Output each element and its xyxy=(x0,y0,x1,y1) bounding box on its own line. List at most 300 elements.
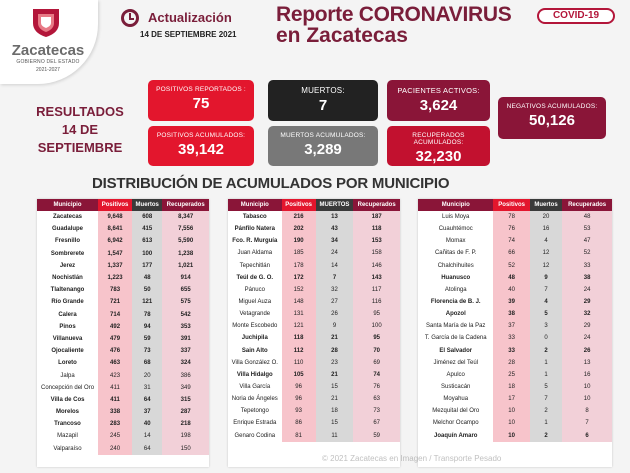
cell-positivos: 463 xyxy=(98,357,132,369)
cell-muertos: 59 xyxy=(132,333,162,345)
cell-recuperados: 198 xyxy=(162,430,209,442)
cell-muertos: 4 xyxy=(530,235,562,247)
stat-label: RECUPERADOS ACUMULADOS: xyxy=(412,132,465,146)
zacatecas-crest-icon xyxy=(29,5,63,39)
table-row xyxy=(418,223,612,235)
table-row xyxy=(37,248,209,260)
cell-recuperados: 70 xyxy=(353,345,400,357)
cell-positivos: 52 xyxy=(493,260,529,272)
table-row xyxy=(37,284,209,296)
stat-label: POSITIVOS REPORTADOS : xyxy=(156,86,246,93)
cell-recuperados: 8,347 xyxy=(162,211,209,223)
cell-positivos: 190 xyxy=(282,235,316,247)
cell-municipio: Sain Alto xyxy=(241,347,268,354)
table-row xyxy=(37,345,209,357)
results-line-1: RESULTADOS xyxy=(36,104,124,119)
cell-muertos: 16 xyxy=(530,223,562,235)
stat-value: 39,142 xyxy=(178,141,224,158)
cell-municipio: Apulco xyxy=(446,371,465,378)
table-row xyxy=(37,260,209,272)
table-row xyxy=(418,381,612,393)
cell-positivos: 714 xyxy=(98,309,132,321)
cell-municipio: Santa María de la Paz xyxy=(426,323,486,330)
cell-positivos: 185 xyxy=(282,247,316,259)
cell-positivos: 423 xyxy=(98,369,132,381)
cell-positivos: 476 xyxy=(98,345,132,357)
table-row xyxy=(228,272,400,284)
cell-positivos: 9,648 xyxy=(98,211,132,223)
cell-municipio: Sombrerete xyxy=(50,250,85,257)
report-subtitle: en Zacatecas xyxy=(276,24,408,47)
cell-recuperados: 158 xyxy=(353,247,400,259)
cell-municipio: Villa Hidalgo xyxy=(236,371,273,378)
cell-muertos: 5 xyxy=(530,381,562,393)
table-row xyxy=(37,443,209,455)
table-row xyxy=(228,296,400,308)
cell-positivos: 48 xyxy=(493,272,529,284)
cell-positivos: 112 xyxy=(282,345,316,357)
cell-recuperados: 38 xyxy=(562,272,612,284)
cell-municipio: Joaquín Amaro xyxy=(434,432,478,439)
cell-positivos: 33 xyxy=(493,332,529,344)
cell-positivos: 8,641 xyxy=(98,223,132,235)
cell-recuperados: 655 xyxy=(162,284,209,296)
watermark: © 2021 Zacatecas en Imagen / Transporte Pesado xyxy=(322,454,502,463)
cell-positivos: 38 xyxy=(493,308,529,320)
cell-municipio: Luis Moya xyxy=(442,214,470,221)
cell-municipio: Río Grande xyxy=(51,299,84,306)
cell-positivos: 105 xyxy=(282,369,316,381)
col-header-recuperados: Recuperados xyxy=(562,199,612,211)
table-row xyxy=(418,260,612,272)
cell-recuperados: 324 xyxy=(162,357,209,369)
table-row xyxy=(418,320,612,332)
stat-recuperados-acumulados xyxy=(387,126,490,166)
cell-municipio: Juan Aldama xyxy=(237,250,273,257)
cell-muertos: 20 xyxy=(530,211,562,223)
cell-municipio: Moyahua xyxy=(443,396,469,403)
table-row xyxy=(37,418,209,430)
cell-positivos: 40 xyxy=(493,284,529,296)
cell-municipio: Calera xyxy=(58,311,77,318)
table-row xyxy=(228,430,400,442)
cell-municipio: El Salvador xyxy=(439,347,473,354)
table-row xyxy=(228,405,400,417)
cell-positivos: 110 xyxy=(282,357,316,369)
cell-muertos: 13 xyxy=(316,211,354,223)
municipality-table-3 xyxy=(418,199,612,467)
cell-muertos: 43 xyxy=(316,223,354,235)
table-row xyxy=(37,321,209,333)
cell-muertos: 7 xyxy=(316,272,354,284)
table-row xyxy=(228,320,400,332)
cell-recuperados: 73 xyxy=(353,405,400,417)
stat-value: 50,126 xyxy=(529,112,575,129)
cell-municipio: Concepción del Oro xyxy=(41,384,95,391)
cell-positivos: 10 xyxy=(493,417,529,429)
col-header-municipio: Municipio xyxy=(228,199,282,211)
cell-positivos: 10 xyxy=(493,430,529,442)
cell-municipio: Florencia de B. J. xyxy=(430,299,481,306)
table-row xyxy=(37,309,209,321)
cell-recuperados: 95 xyxy=(353,332,400,344)
cell-recuperados: 575 xyxy=(162,296,209,308)
cell-municipio: Jalpa xyxy=(60,372,75,379)
cell-positivos: 1,223 xyxy=(98,272,132,284)
cell-municipio: Pánfilo Natera xyxy=(234,226,275,233)
cell-municipio: Villa García xyxy=(239,384,271,391)
table-row xyxy=(418,296,612,308)
cell-municipio: Cuauhtémoc xyxy=(438,226,473,233)
cell-municipio: Cañitas de F. P. xyxy=(434,250,477,257)
cell-recuperados: 1,021 xyxy=(162,260,209,272)
cell-positivos: 338 xyxy=(98,406,132,418)
cell-muertos: 613 xyxy=(132,235,162,247)
update-label: Actualización xyxy=(148,10,232,25)
col-header-municipio: Municipio xyxy=(37,199,98,211)
clock-icon xyxy=(121,9,139,27)
table-row xyxy=(418,417,612,429)
logo-name: Zacatecas xyxy=(11,42,85,59)
cell-recuperados: 69 xyxy=(353,357,400,369)
table-header-row xyxy=(37,199,209,211)
table xyxy=(37,199,209,455)
results-line-2: 14 DE xyxy=(61,122,99,137)
table-row xyxy=(228,417,400,429)
cell-muertos: 21 xyxy=(316,393,354,405)
cell-recuperados: 7,556 xyxy=(162,223,209,235)
cell-positivos: 78 xyxy=(493,211,529,223)
cell-municipio: T. García de la Cadena xyxy=(424,335,487,342)
table-row xyxy=(228,211,400,223)
cell-municipio: Trancoso xyxy=(54,421,81,428)
cell-muertos: 26 xyxy=(316,308,354,320)
cell-municipio: Atolinga xyxy=(444,286,467,293)
results-label xyxy=(30,103,130,157)
cell-municipio: Villa González O. xyxy=(231,359,278,366)
stat-negativos-acumulados xyxy=(498,97,606,139)
cell-muertos: 2 xyxy=(530,405,562,417)
cell-muertos: 15 xyxy=(316,417,354,429)
cell-muertos: 23 xyxy=(316,357,354,369)
cell-positivos: 131 xyxy=(282,308,316,320)
table-row xyxy=(228,357,400,369)
cell-recuperados: 187 xyxy=(353,211,400,223)
table-row xyxy=(37,430,209,442)
cell-recuperados: 116 xyxy=(353,296,400,308)
cell-municipio: Momax xyxy=(445,238,466,245)
table-row xyxy=(418,369,612,381)
table-row xyxy=(228,284,400,296)
section-title: DISTRIBUCIÓN DE ACUMULADOS POR MUNICIPIO xyxy=(92,175,450,192)
cell-muertos: 415 xyxy=(132,223,162,235)
table-row xyxy=(228,332,400,344)
cell-recuperados: 59 xyxy=(353,430,400,442)
table-row xyxy=(228,345,400,357)
cell-muertos: 1 xyxy=(530,369,562,381)
cell-recuperados: 5,590 xyxy=(162,235,209,247)
col-header-muertos: MUERTOS xyxy=(316,199,354,211)
cell-muertos: 5 xyxy=(530,308,562,320)
cell-positivos: 216 xyxy=(282,211,316,223)
cell-muertos: 177 xyxy=(132,260,162,272)
cell-positivos: 17 xyxy=(493,393,529,405)
cell-recuperados: 143 xyxy=(353,272,400,284)
stat-value: 3,624 xyxy=(419,97,458,114)
cell-recuperados: 117 xyxy=(353,284,400,296)
cell-municipio: Melchor Ocampo xyxy=(432,420,479,427)
cell-muertos: 94 xyxy=(132,321,162,333)
cell-positivos: 479 xyxy=(98,333,132,345)
cell-positivos: 245 xyxy=(98,430,132,442)
stat-label: MUERTOS ACUMULADOS: xyxy=(280,132,366,139)
cell-positivos: 10 xyxy=(493,405,529,417)
table-row xyxy=(228,235,400,247)
cell-recuperados: 6 xyxy=(562,430,612,442)
cell-recuperados: 63 xyxy=(353,393,400,405)
cell-municipio: Monte Escobedo xyxy=(232,323,278,330)
cell-positivos: 81 xyxy=(282,430,316,442)
cell-positivos: 39 xyxy=(493,296,529,308)
cell-recuperados: 146 xyxy=(353,260,400,272)
cell-municipio: Valparaíso xyxy=(53,445,82,452)
cell-municipio: Jiménez del Teúl xyxy=(433,359,479,366)
table-row xyxy=(37,333,209,345)
cell-positivos: 6,942 xyxy=(98,235,132,247)
cell-recuperados: 287 xyxy=(162,406,209,418)
col-header-recuperados: Recuperados xyxy=(353,199,400,211)
table-row xyxy=(37,272,209,284)
cell-muertos: 12 xyxy=(530,247,562,259)
cell-recuperados: 24 xyxy=(562,284,612,296)
cell-positivos: 240 xyxy=(98,443,132,455)
cell-muertos: 28 xyxy=(316,345,354,357)
stat-muertos xyxy=(268,80,378,121)
cell-muertos: 18 xyxy=(316,405,354,417)
cell-recuperados: 33 xyxy=(562,260,612,272)
cell-positivos: 283 xyxy=(98,418,132,430)
cell-muertos: 608 xyxy=(132,211,162,223)
cell-municipio: Noria de Ángeles xyxy=(231,396,278,403)
cell-positivos: 76 xyxy=(493,223,529,235)
cell-muertos: 0 xyxy=(530,332,562,344)
covid-badge: COVID-19 xyxy=(537,8,615,24)
cell-municipio: Tepetongo xyxy=(240,408,269,415)
cell-recuperados: 8 xyxy=(562,405,612,417)
table-header-row xyxy=(418,199,612,211)
cell-recuperados: 26 xyxy=(562,345,612,357)
table-row xyxy=(228,260,400,272)
cell-recuperados: 353 xyxy=(162,321,209,333)
cell-municipio: Zacatecas xyxy=(53,214,83,221)
cell-muertos: 14 xyxy=(132,430,162,442)
table-row xyxy=(37,357,209,369)
cell-positivos: 152 xyxy=(282,284,316,296)
cell-municipio: Villa de Cos xyxy=(50,396,85,403)
cell-muertos: 73 xyxy=(132,345,162,357)
table-row xyxy=(418,345,612,357)
cell-positivos: 37 xyxy=(493,320,529,332)
update-date: 14 DE SEPTIEMBRE 2021 xyxy=(140,30,237,39)
cell-municipio: Morelos xyxy=(56,409,80,416)
cell-positivos: 33 xyxy=(493,345,529,357)
cell-municipio: Vetagrande xyxy=(239,311,271,318)
cell-recuperados: 1,238 xyxy=(162,248,209,260)
state-logo[interactable] xyxy=(0,0,98,84)
table-row xyxy=(418,332,612,344)
cell-muertos: 121 xyxy=(132,296,162,308)
table-row xyxy=(228,381,400,393)
cell-muertos: 64 xyxy=(132,443,162,455)
col-header-positivos: Positivos xyxy=(282,199,316,211)
cell-positivos: 18 xyxy=(493,381,529,393)
cell-muertos: 9 xyxy=(530,272,562,284)
stat-muertos-acumulados xyxy=(268,126,378,166)
cell-recuperados: 153 xyxy=(353,235,400,247)
table-row xyxy=(418,235,612,247)
logo-years: 2021-2027 xyxy=(36,67,60,73)
table-row xyxy=(228,223,400,235)
table xyxy=(228,199,400,442)
cell-muertos: 20 xyxy=(132,369,162,381)
table-row xyxy=(37,369,209,381)
stat-value: 7 xyxy=(318,97,328,114)
cell-muertos: 3 xyxy=(530,320,562,332)
cell-municipio: Ojocaliente xyxy=(51,348,84,355)
cell-recuperados: 100 xyxy=(353,320,400,332)
cell-municipio: Fresnillo xyxy=(55,238,81,245)
cell-recuperados: 24 xyxy=(562,332,612,344)
cell-recuperados: 386 xyxy=(162,369,209,381)
table-header-row xyxy=(228,199,400,211)
cell-muertos: 64 xyxy=(132,394,162,406)
cell-municipio: Nochistlán xyxy=(52,275,83,282)
cell-muertos: 27 xyxy=(316,296,354,308)
stat-value: 32,230 xyxy=(415,148,462,165)
cell-recuperados: 337 xyxy=(162,345,209,357)
cell-muertos: 1 xyxy=(530,357,562,369)
report-title: Reporte CORONAVIRUS xyxy=(276,3,512,26)
cell-muertos: 12 xyxy=(530,260,562,272)
cell-muertos: 48 xyxy=(132,272,162,284)
col-header-muertos: Muertos xyxy=(132,199,162,211)
cell-municipio: Tabasco xyxy=(242,214,267,221)
cell-recuperados: 542 xyxy=(162,309,209,321)
cell-recuperados: 47 xyxy=(562,235,612,247)
cell-recuperados: 29 xyxy=(562,320,612,332)
cell-municipio: Miguel Auza xyxy=(238,299,272,306)
cell-positivos: 411 xyxy=(98,394,132,406)
cell-positivos: 66 xyxy=(493,247,529,259)
cell-positivos: 202 xyxy=(282,223,316,235)
col-header-municipio: Municipio xyxy=(418,199,493,211)
cell-recuperados: 7 xyxy=(562,417,612,429)
table-row xyxy=(418,405,612,417)
cell-recuperados: 53 xyxy=(562,223,612,235)
cell-recuperados: 74 xyxy=(353,369,400,381)
cell-recuperados: 218 xyxy=(162,418,209,430)
cell-muertos: 100 xyxy=(132,248,162,260)
cell-positivos: 492 xyxy=(98,321,132,333)
cell-municipio: Tepechitlán xyxy=(239,262,270,269)
table-row xyxy=(418,357,612,369)
cell-municipio: Huanusco xyxy=(441,274,471,281)
table-row xyxy=(228,369,400,381)
stat-label: NEGATIVOS ACUMULADOS: xyxy=(506,103,598,110)
table-row xyxy=(228,308,400,320)
table-row xyxy=(418,430,612,442)
cell-recuperados: 13 xyxy=(562,357,612,369)
cell-recuperados: 10 xyxy=(562,393,612,405)
cell-positivos: 172 xyxy=(282,272,316,284)
cell-muertos: 21 xyxy=(316,332,354,344)
col-header-recuperados: Recuperados xyxy=(162,199,209,211)
table-row xyxy=(418,284,612,296)
table-row xyxy=(418,247,612,259)
cell-municipio: Guadalupe xyxy=(52,226,84,233)
cell-municipio: Enrique Estrada xyxy=(233,420,277,427)
cell-municipio: Susticacán xyxy=(441,384,471,391)
cell-muertos: 7 xyxy=(530,284,562,296)
cell-municipio: Apozol xyxy=(445,311,466,318)
cell-recuperados: 16 xyxy=(562,369,612,381)
header xyxy=(0,0,630,78)
cell-muertos: 31 xyxy=(132,382,162,394)
cell-recuperados: 118 xyxy=(353,223,400,235)
stat-label: POSITIVOS ACUMULADOS: xyxy=(156,132,246,139)
col-header-positivos: Positivos xyxy=(98,199,132,211)
cell-positivos: 28 xyxy=(493,357,529,369)
cell-municipio: Juchipila xyxy=(241,335,268,342)
cell-muertos: 50 xyxy=(132,284,162,296)
table-row xyxy=(418,308,612,320)
results-line-3: SEPTIEMBRE xyxy=(37,140,123,155)
cell-municipio: Loreto xyxy=(58,360,77,367)
cell-recuperados: 67 xyxy=(353,417,400,429)
cell-positivos: 74 xyxy=(493,235,529,247)
table xyxy=(418,199,612,442)
logo-subtitle: GOBIERNO DEL ESTADO xyxy=(16,59,80,65)
cell-muertos: 9 xyxy=(316,320,354,332)
cell-muertos: 68 xyxy=(132,357,162,369)
stat-pacientes-activos xyxy=(387,80,490,121)
stat-label: PACIENTES ACTIVOS: xyxy=(397,86,480,95)
cell-muertos: 40 xyxy=(132,418,162,430)
table-row xyxy=(37,382,209,394)
table-row xyxy=(228,247,400,259)
stat-value: 75 xyxy=(192,95,210,112)
cell-municipio: Villanueva xyxy=(52,335,83,342)
cell-muertos: 7 xyxy=(530,393,562,405)
table-row xyxy=(37,211,209,223)
cell-recuperados: 914 xyxy=(162,272,209,284)
cell-positivos: 178 xyxy=(282,260,316,272)
cell-positivos: 783 xyxy=(98,284,132,296)
cell-muertos: 4 xyxy=(530,296,562,308)
cell-municipio: Genaro Codina xyxy=(234,432,276,439)
table-row xyxy=(418,272,612,284)
cell-municipio: Fco. R. Murguía xyxy=(232,238,278,245)
cell-muertos: 15 xyxy=(316,381,354,393)
cell-recuperados: 10 xyxy=(562,381,612,393)
cell-muertos: 32 xyxy=(316,284,354,296)
cell-municipio: Mezquital del Oro xyxy=(432,408,480,415)
table-row xyxy=(37,394,209,406)
cell-muertos: 11 xyxy=(316,430,354,442)
cell-muertos: 78 xyxy=(132,309,162,321)
cell-recuperados: 150 xyxy=(162,443,209,455)
cell-muertos: 21 xyxy=(316,369,354,381)
